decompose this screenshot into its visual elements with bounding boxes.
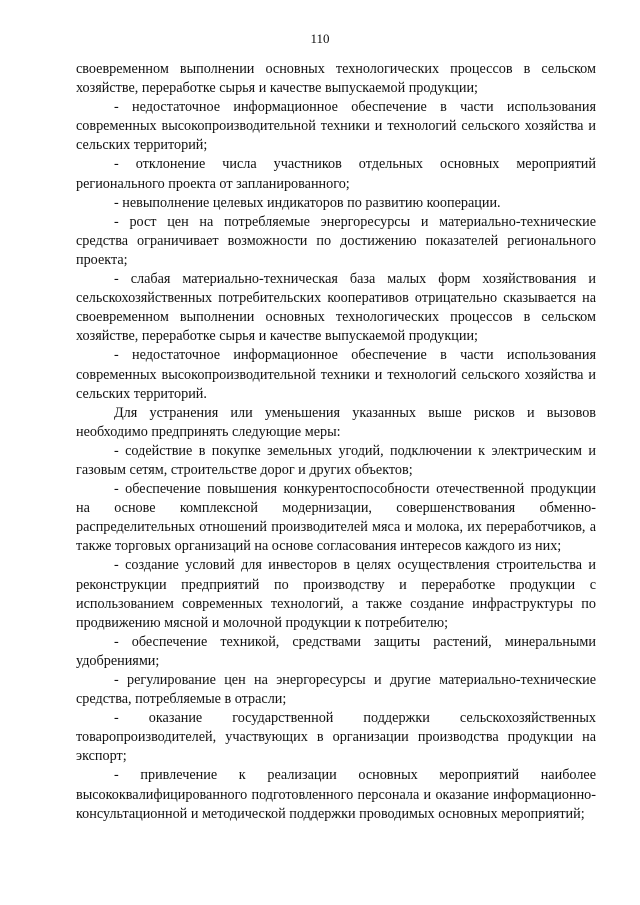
paragraph: - обеспечение повышения конкурентоспособности отечественной продукции на основе комплексной модернизации, совершенствования обменно-распределительных отношений производителей мяса и молока, их переработчиков, а также торговых организаций на основе согласования интересов каждого из них; [76, 481, 596, 555]
paragraph: - содействие в покупке земельных угодий, подключении к электрическим и газовым сетям, строительстве дорог и других объектов; [76, 442, 596, 478]
paragraph: - слабая материально-техническая база малых форм хозяйствования и сельскохозяйственных потребительских кооперативов отрицательно сказывается на своевременном выполнении основных технологических процессов в сельском хозяйстве, переработке сырья и качестве выпускаемой продукции; [76, 271, 596, 345]
paragraph: - обеспечение техникой, средствами защиты растений, минеральными удобрениями; [76, 633, 596, 669]
paragraph: - невыполнение целевых индикаторов по развитию кооперации. [114, 194, 501, 211]
paragraph: - рост цен на потребляемые энергоресурсы и материально-технические средства ограничивает возможности по достижению показателей регионального проекта; [76, 213, 596, 268]
paragraph: - привлечение к реализации основных мероприятий наиболее высококвалифицированного подготовленного персонала и оказание информационно-консультационной и методической поддержки проводимых основных мероприятий; [76, 767, 596, 822]
document-body [76, 60, 596, 824]
paragraph: своевременном выполнении основных технологических процессов в сельском хозяйстве, переработке сырья и качестве выпускаемой продукции; [76, 61, 596, 97]
paragraph: Для устранения или уменьшения указанных выше рисков и вызовов необходимо предпринять следующие меры: [76, 404, 596, 440]
paragraph: - недостаточное информационное обеспечение в части использования современных высокопроизводительной техники и технологий сельского хозяйства и сельских территорий; [76, 99, 596, 154]
paragraph: - регулирование цен на энергоресурсы и другие материально-технические средства, потребляемые в отрасли; [76, 672, 596, 708]
paragraph: - создание условий для инвесторов в целях осуществления строительства и реконструкции предприятий по производству и переработке продукции с использованием современных технологий, а также создание инфраструктуры по продвижению мясной и молочной продукции к потребителю; [76, 557, 596, 631]
paragraph: - отклонение числа участников отдельных основных мероприятий регионального проекта от запланированного; [76, 156, 596, 192]
page-number: 110 [310, 31, 330, 46]
paragraph: - недостаточное информационное обеспечение в части использования современных высокопроизводительной техники и технологий сельского хозяйства и сельских территорий. [76, 347, 596, 402]
paragraph: - оказание государственной поддержки сельскохозяйственных товаропроизводителей, участвующих в организации производства продукции на экспорт; [76, 710, 596, 765]
